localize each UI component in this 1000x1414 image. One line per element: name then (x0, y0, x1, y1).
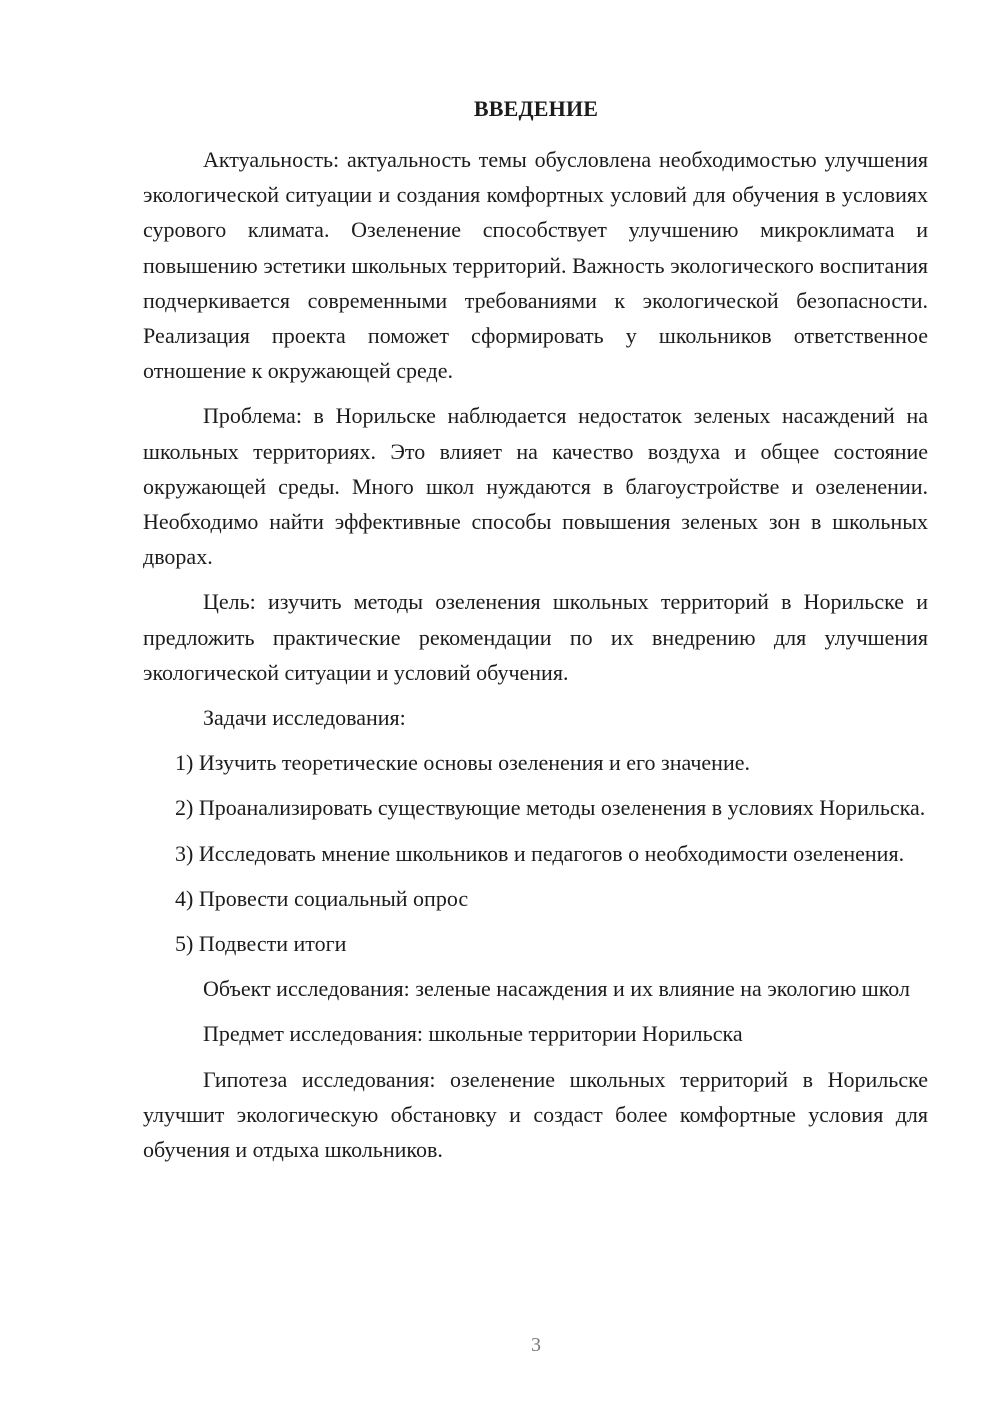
task-item: 1) Изучить теоретические основы озеленения и его значение. (175, 750, 750, 776)
paragraph-object: Объект исследования: зеленые насаждения и их влияние на экологию школ (203, 976, 910, 1002)
page-number: 3 (531, 1334, 541, 1356)
task-item: 2) Проанализировать существующие методы озеленения в условиях Норильска. (175, 795, 926, 821)
tasks-heading: Задачи исследования: (203, 705, 406, 731)
body-text (143, 142, 928, 1177)
task-item: 4) Провести социальный опрос (175, 885, 469, 911)
paragraph-hypothesis: Гипотеза исследования: озеленение школьных территорий в Норильске улучшит экологическую обстановку и создаст более комфортные условия для обучения и отдыха школьников. (143, 1066, 928, 1163)
paragraph-problem: Проблема: в Норильске наблюдается недостаток зеленых насаждений на школьных территориях. Это влияет на качество воздуха и общее состояние окружающей среды. Много школ нуждаются в благоустройстве и озеленении. Необходимо найти эффективные способы повышения зеленых зон в школьных дворах. (143, 403, 928, 570)
task-item: 5) Подвести итоги (175, 931, 347, 957)
task-item: 3) Исследовать мнение школьников и педагогов о необходимости озеленения. (175, 840, 905, 866)
page-title: ВВЕДЕНИЕ (473, 96, 599, 121)
paragraph-goal: Цель: изучить методы озеленения школьных территорий в Норильске и предложить практические рекомендации по их внедрению для улучшения экологической ситуации и условий обучения. (143, 589, 928, 685)
paragraph-subject: Предмет исследования: школьные территории Норильска (203, 1021, 743, 1047)
paragraph-relevance: Актуальность: актуальность темы обусловлена необходимостью улучшения экологической ситуации и создания комфортных условий для обучения в условиях сурового климата. Озеленение способствует улучшению микроклимата и повышению эстетики школьных территорий. Важность экологического воспитания подчеркивается современными требованиями к экологической безопасности. Реализация проекта поможет сформировать у школьников ответственное отношение к окружающей среде. (143, 147, 928, 384)
